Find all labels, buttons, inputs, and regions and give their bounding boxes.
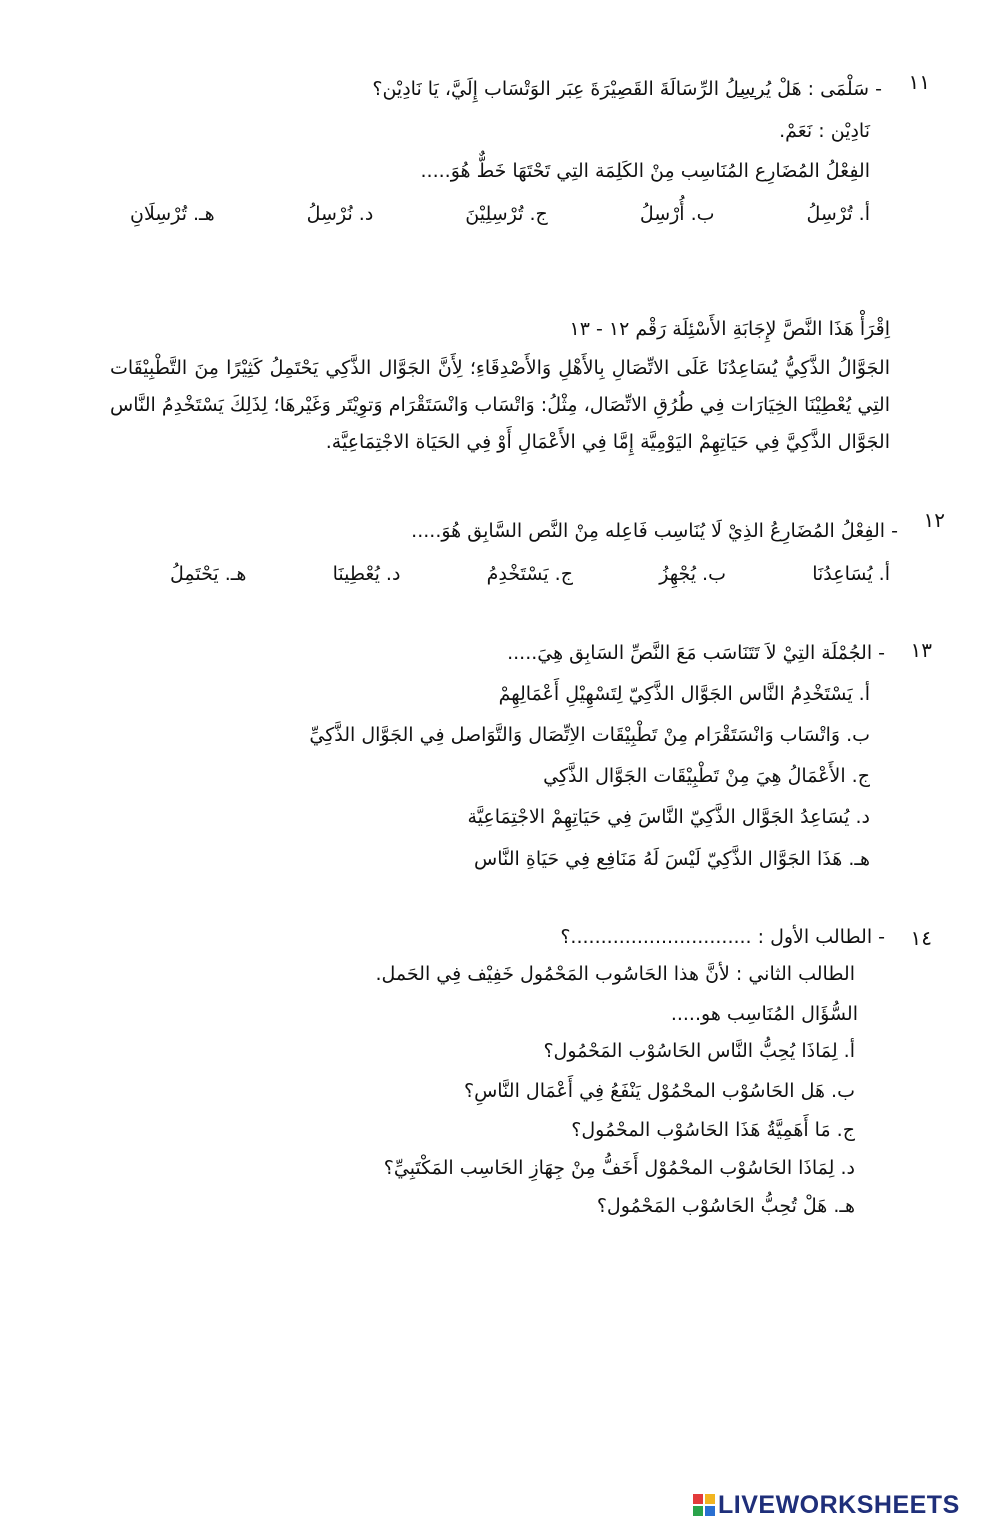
- passage-heading: اِقْرَأْ هَذَا النَّصَّ لإِجَابَةِ الأَسْئِلَة رَقْم ١٢ - ١٣: [569, 318, 890, 340]
- q12-option-a[interactable]: أ. يُسَاعِدُنَا: [812, 563, 890, 585]
- q13-question: - الجُمْلَة التِيْ لاَ تَتَنَاسَب مَعَ النَّصِّ السَابِق هِيَ.....: [507, 642, 885, 664]
- q11-dialogue-line-1: [372, 78, 882, 101]
- q14-question: السُّؤَال المُنَاسِب هو.....: [670, 1003, 858, 1025]
- q11-line1-pre: - سَلْمَى : هَلْ: [771, 78, 882, 100]
- q13-option-a[interactable]: أ. يَسْتَخْدِمُ النَّاس الجَوَّال الذَّكِيّ لِتَسْهِيْلِ أَعْمَالِهِمْ: [498, 683, 870, 705]
- q11-option-b[interactable]: ب. أُرْسِلُ: [639, 203, 715, 225]
- q11-option-c[interactable]: ج. تُرْسِلِيْنَ: [465, 203, 548, 225]
- question-number-11: ١١: [908, 70, 930, 94]
- q14-dialogue-line-2: الطالب الثاني : لأنَّ هذا الحَاسُوب المَحْمُول خَفِيْف فِي الحَمل.: [375, 963, 855, 985]
- q11-option-d[interactable]: د. نُرْسِلُ: [306, 203, 374, 225]
- q14-dialogue-line-1: - الطالب الأول : ..............................؟: [560, 926, 885, 948]
- q14-option-c[interactable]: ج. مَا أَهَمِيَّةُ هَذَا الحَاسُوْب المحْمُول؟: [571, 1119, 855, 1141]
- liveworksheets-logo-text: LIVEWORKSHEETS: [718, 1490, 960, 1519]
- q14-option-b[interactable]: ب. هَل الحَاسُوْب المحْمُوْل يَنْفَعُ فِي أَعْمَال النَّاسِ؟: [463, 1080, 855, 1102]
- q11-underlined-verb: يُرسِلُ: [725, 78, 772, 100]
- q11-option-e[interactable]: هـ. تُرْسِلَانِ: [130, 203, 215, 225]
- question-number-13: ١٣: [910, 638, 932, 662]
- q14-option-a[interactable]: أ. لِمَاذَا يُحِبُّ النَّاس الحَاسُوْب المَحْمُول؟: [543, 1040, 855, 1062]
- q12-question: - الفِعْلُ المُضَارِعُ الذِيْ لَا يُنَاسِب فَاعِله مِنْ النَّص السَّابِق هُوَ.....: [411, 520, 898, 542]
- q12-options: [170, 563, 890, 585]
- liveworksheets-logo[interactable]: [692, 1492, 992, 1518]
- question-number-14: ١٤: [910, 926, 932, 950]
- question-number-12: ١٢: [923, 508, 945, 532]
- q12-option-c[interactable]: ج. يَسْتَخْدِمُ: [486, 563, 573, 585]
- q13-option-b[interactable]: ب. وَاتْسَاب وَانْسَتَقْرَام مِنْ تَطْبِيْقَات الاِتِّصَال وَالتَّوَاصل فِي الجَوَّال الذَّكِيِّ: [309, 724, 870, 746]
- q13-option-c[interactable]: ج. الأَعْمَالُ هِيَ مِنْ تَطْبِيْقَات الجَوَّال الذَّكِي: [543, 765, 870, 787]
- q11-question: الفِعْلُ المُضَارِع المُنَاسِب مِنْ الكَلِمَة التِي تَحْتَهَا خَطٌّ هُوَ.....: [420, 160, 870, 182]
- q11-dialogue-line-2: نَادِيْن : نَعَمْ.: [779, 120, 870, 142]
- q11-options: [130, 203, 870, 225]
- q12-option-d[interactable]: د. يُعْطِينَا: [332, 563, 401, 585]
- q11-line1-post: الرِّسَالَةَ القَصِيْرَةَ عِبَر الوَتْسَاب إِلَيَّ، يَا نَادِيْن؟: [372, 78, 726, 100]
- q14-option-d[interactable]: د. لِمَاذَا الحَاسُوْب المحْمُوْل أَخَفُّ مِنْ جِهَازِ الحَاسِب المَكْتَبِيِّ؟: [383, 1157, 855, 1179]
- liveworksheets-logo-icon: [692, 1493, 716, 1517]
- q11-option-a[interactable]: أ. تُرْسِلُ: [806, 203, 870, 225]
- q12-option-b[interactable]: ب. يُجْهِزُ: [659, 563, 726, 585]
- q12-option-e[interactable]: هـ. يَحْتَمِلُ: [170, 563, 247, 585]
- q13-option-d[interactable]: د. يُسَاعِدُ الجَوَّال الذَّكِيّ النَّاسَ فِي حَيَاتِهِمْ الاجْتِمَاعِيَّة: [467, 806, 870, 828]
- q13-option-e[interactable]: هـ. هَذَا الجَوَّال الذَّكِيّ لَيْسَ لَهُ مَنَافِع فِي حَيَاةِ النَّاس: [474, 848, 870, 870]
- passage-text: الجَوَّالُ الذَّكِيُّ يُسَاعِدُنَا عَلَى الاتِّصَالِ بِالأَهْلِ وَالأَصْدِقَاءِ؛ لِأَنَّ الجَوَّال الذَّكِي يَحْتَمِلُ كَثِيْرًا مِنَ التَّطْبِيْقَات التِي يُعْطِيْنَا الخِيَارَات فِي طُرُقِ الاتِّصَال، مِثْلُ: وَاتْسَاب وَانْسَتَقْرَام وَتوِيْتَر وَغَيْرهَا؛ لِذَلِكَ يَسْتَخْدِمُ النَّاس الجَوَّال الذَّكِيَّ فِي حَيَاتِهِمْ اليَوْمِيَّة إِمَّا فِي الأَعْمَالِ أَوْ فِي الحَيَاة الاجْتِمَاعِيَّة.: [110, 357, 890, 453]
- q14-option-e[interactable]: هـ. هَلْ تُحِبُّ الحَاسُوْب المَحْمُول؟: [596, 1195, 855, 1217]
